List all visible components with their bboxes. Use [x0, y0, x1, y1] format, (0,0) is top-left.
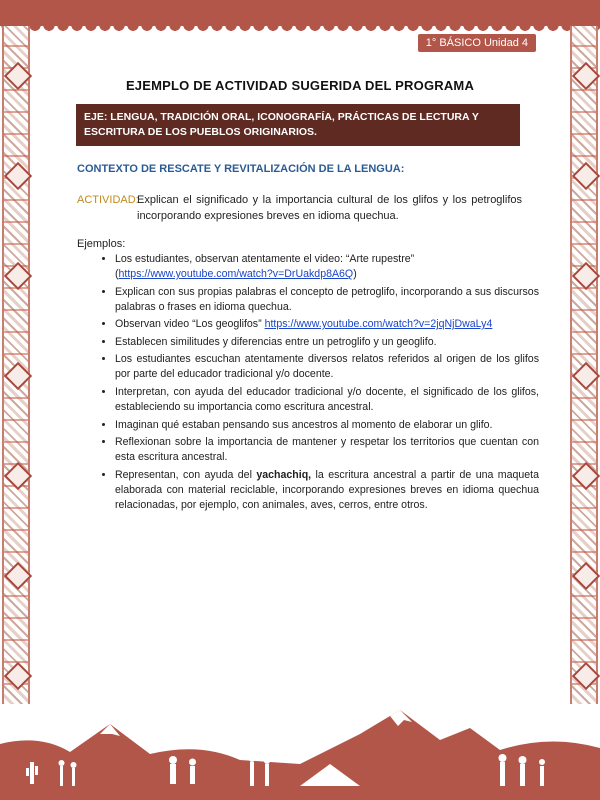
examples-label: Ejemplos:: [77, 238, 126, 250]
example-text: Los estudiantes, observan atentamente el video: “Arte rupestre”: [115, 253, 415, 265]
list-item: • Explican con sus propias palabras el concepto de petroglifo, incorporando a sus discursos palabras o frases en idioma quechua.: [115, 285, 539, 315]
activity-text: Explican el significado y la importancia cultural de los glifos y los petroglifos incorporando expresiones breves en idioma quechua.: [137, 194, 522, 222]
activity-label: ACTIVIDAD:: [77, 194, 139, 206]
right-decorative-border: [570, 26, 598, 716]
list-item: • Interpretan, con ayuda del educador tradicional y/o docente, el significado de los glifos, estableciendo su importancia como escritura ancestral.: [115, 385, 539, 415]
list-item: • Establecen similitudes y diferencias entre un petroglifo y un geoglifo.: [115, 335, 539, 350]
list-item: • Reflexionan sobre la importancia de mantener y respetar los territorios que cuentan con esta escritura ancestral.: [115, 435, 539, 465]
list-item: • Los estudiantes, observan atentamente el video: “Arte rupestre” (https://www.youtube.com/watch?v=DrUakdp8A6Q): [115, 252, 539, 282]
list-item: • Imaginan qué estaban pensando sus ancestros al momento de elaborar un glifo.: [115, 418, 539, 433]
list-item: [115, 317, 539, 332]
geoglifos-video-link[interactable]: https://www.youtube.com/watch?v=2jqNjDwaLy4: [264, 318, 493, 331]
yachachiq-term: yachachiq,: [256, 468, 312, 481]
list-item: • Representan, con ayuda del yachachiq, la escritura ancestral a partir de una maqueta elaborada con material reciclable, incorporando expresiones breves en idioma quechua relacionadas, por ejemplo, con animales, aves, cerros, entre otros.: [115, 468, 539, 513]
example-text: Observan video “Los geoglifos”: [115, 318, 262, 331]
list-item: • Los estudiantes escuchan atentamente diversos relatos referidos al origen de los glifos por parte del educador tradicional y/o docente.: [115, 352, 539, 382]
context-heading: CONTEXTO DE RESCATE Y REVITALIZACIÓN DE LA LENGUA:: [77, 163, 405, 175]
top-decorative-band: [0, 0, 600, 26]
page-title: EJEMPLO DE ACTIVIDAD SUGERIDA DEL PROGRAMA: [125, 78, 475, 93]
eje-heading: EJE: LENGUA, TRADICIÓN ORAL, ICONOGRAFÍA, PRÁCTICAS DE LECTURA Y ESCRITURA DE LOS PUEBLOS ORIGINARIOS.: [76, 104, 520, 146]
activity-block: [77, 192, 522, 224]
examples-list: [98, 252, 539, 515]
arte-rupestre-video-link[interactable]: https://www.youtube.com/watch?v=DrUakdp8A6Q: [118, 268, 354, 280]
unit-badge: 1° BÁSICO Unidad 4: [418, 34, 536, 52]
bottom-landscape-illustration: [0, 704, 600, 800]
left-decorative-border: [2, 26, 30, 716]
